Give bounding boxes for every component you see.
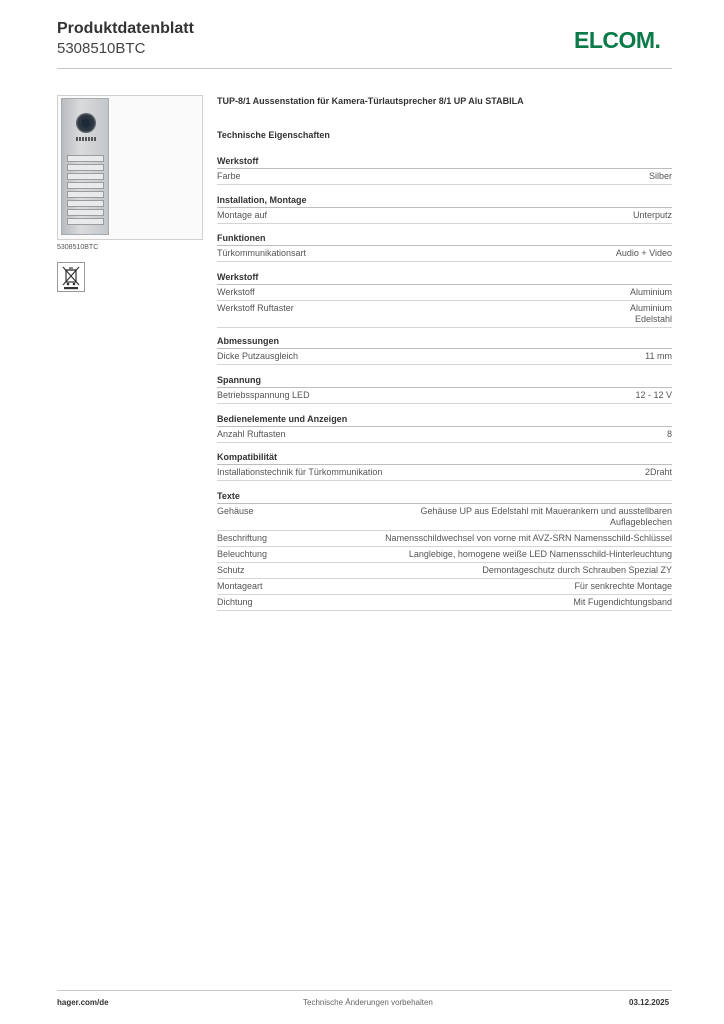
spec-value: Aluminium xyxy=(629,287,672,297)
technical-properties-heading: Technische Eigenschaften xyxy=(217,130,330,140)
spec-value: Namensschildwechsel von vorne mit AVZ-SRN Namensschild-Schlüssel xyxy=(385,533,672,543)
spec-label: Werkstoff Ruftaster xyxy=(217,303,294,313)
spec-row xyxy=(217,427,672,443)
footer-note: Technische Änderungen vorbehalten xyxy=(303,998,433,1007)
call-button-icon xyxy=(67,164,104,171)
spec-row xyxy=(217,504,672,531)
spec-section xyxy=(217,374,672,404)
spec-section-heading: Spannung xyxy=(217,374,672,388)
spec-section xyxy=(217,335,672,365)
spec-label: Betriebsspannung LED xyxy=(217,390,310,400)
spec-row xyxy=(217,301,672,328)
call-button-icon xyxy=(67,173,104,180)
speaker-grille-icon xyxy=(76,137,96,141)
spec-value: Gehäuse UP aus Edelstahl mit Mauerankern und ausstellbaren Auflageblechen xyxy=(420,506,672,527)
call-button-icon xyxy=(67,218,104,225)
footer-website: hager.com/de xyxy=(57,998,109,1007)
spec-row xyxy=(217,595,672,611)
call-button-icon xyxy=(67,155,104,162)
spec-row xyxy=(217,208,672,224)
spec-section-heading: Abmessungen xyxy=(217,335,672,349)
spec-section xyxy=(217,271,672,328)
spec-section xyxy=(217,490,672,611)
spec-value: Demontageschutz durch Schrauben Spezial ZY xyxy=(482,565,672,575)
spec-section-heading: Werkstoff xyxy=(217,271,672,285)
image-caption: 5308510BTC xyxy=(57,244,99,251)
spec-section-heading: Funktionen xyxy=(217,232,672,246)
spec-value: Unterputz xyxy=(632,210,672,220)
product-image xyxy=(61,98,109,235)
spec-value: Für senkrechte Montage xyxy=(574,581,672,591)
spec-row xyxy=(217,579,672,595)
call-button-icon xyxy=(67,191,104,198)
spec-label: Beschriftung xyxy=(217,533,268,543)
call-button-icon xyxy=(67,200,104,207)
spec-value: 11 mm xyxy=(645,351,672,361)
spec-section-heading: Bedienelemente und Anzeigen xyxy=(217,413,672,427)
spec-row xyxy=(217,465,672,481)
spec-label: Dichtung xyxy=(217,597,253,607)
spec-label: Farbe xyxy=(217,171,241,181)
spec-label: Beleuchtung xyxy=(217,549,268,559)
spec-value: Audio + Video xyxy=(615,248,672,258)
spec-label: Dicke Putzausgleich xyxy=(217,351,299,361)
spec-row xyxy=(217,246,672,262)
spec-section xyxy=(217,451,672,481)
spec-label: Anzahl Ruftasten xyxy=(217,429,286,439)
page-title: Produktdatenblatt xyxy=(57,20,194,37)
spec-section xyxy=(217,155,672,185)
camera-lens-icon xyxy=(76,113,96,133)
article-number: 5308510BTC xyxy=(57,40,146,57)
spec-label: Werkstoff xyxy=(217,287,255,297)
spec-value: 8 xyxy=(666,429,672,439)
spec-section xyxy=(217,194,672,224)
spec-label: Gehäuse xyxy=(217,506,254,516)
spec-label: Montageart xyxy=(217,581,263,591)
spec-section xyxy=(217,232,672,262)
product-title: TUP-8/1 Aussenstation für Kamera-Türlautsprecher 8/1 UP Alu STABILA xyxy=(217,96,524,106)
spec-value: Aluminium Edelstahl xyxy=(629,303,672,324)
call-button-icon xyxy=(67,209,104,216)
spec-row xyxy=(217,388,672,404)
elcom-logo: ELCOM. xyxy=(574,27,661,53)
spec-value: Langlebige, homogene weiße LED Namensschild-Hinterleuchtung xyxy=(408,549,672,559)
spec-section-heading: Kompatibilität xyxy=(217,451,672,465)
spec-section-heading: Installation, Montage xyxy=(217,194,672,208)
spec-value: Silber xyxy=(648,171,672,181)
crossed-out-bin-icon xyxy=(57,262,85,292)
spec-row xyxy=(217,547,672,563)
header-divider xyxy=(57,68,672,69)
spec-row xyxy=(217,563,672,579)
spec-label: Schutz xyxy=(217,565,245,575)
footer-date: 03.12.2025 xyxy=(629,998,670,1007)
spec-label: Montage auf xyxy=(217,210,268,220)
spec-row xyxy=(217,349,672,365)
spec-value: Mit Fugendichtungsband xyxy=(573,597,672,607)
spec-row xyxy=(217,531,672,547)
footer-divider xyxy=(57,990,672,991)
spec-section xyxy=(217,413,672,443)
call-button-icon xyxy=(67,182,104,189)
spec-label: Installationstechnik für Türkommunikation xyxy=(217,467,383,477)
spec-section-heading: Werkstoff xyxy=(217,155,672,169)
spec-value: 12 - 12 V xyxy=(635,390,672,400)
spec-value: 2Draht xyxy=(644,467,672,477)
spec-row xyxy=(217,285,672,301)
spec-section-heading: Texte xyxy=(217,490,672,504)
spec-row xyxy=(217,169,672,185)
spec-label: Türkommunikationsart xyxy=(217,248,307,258)
